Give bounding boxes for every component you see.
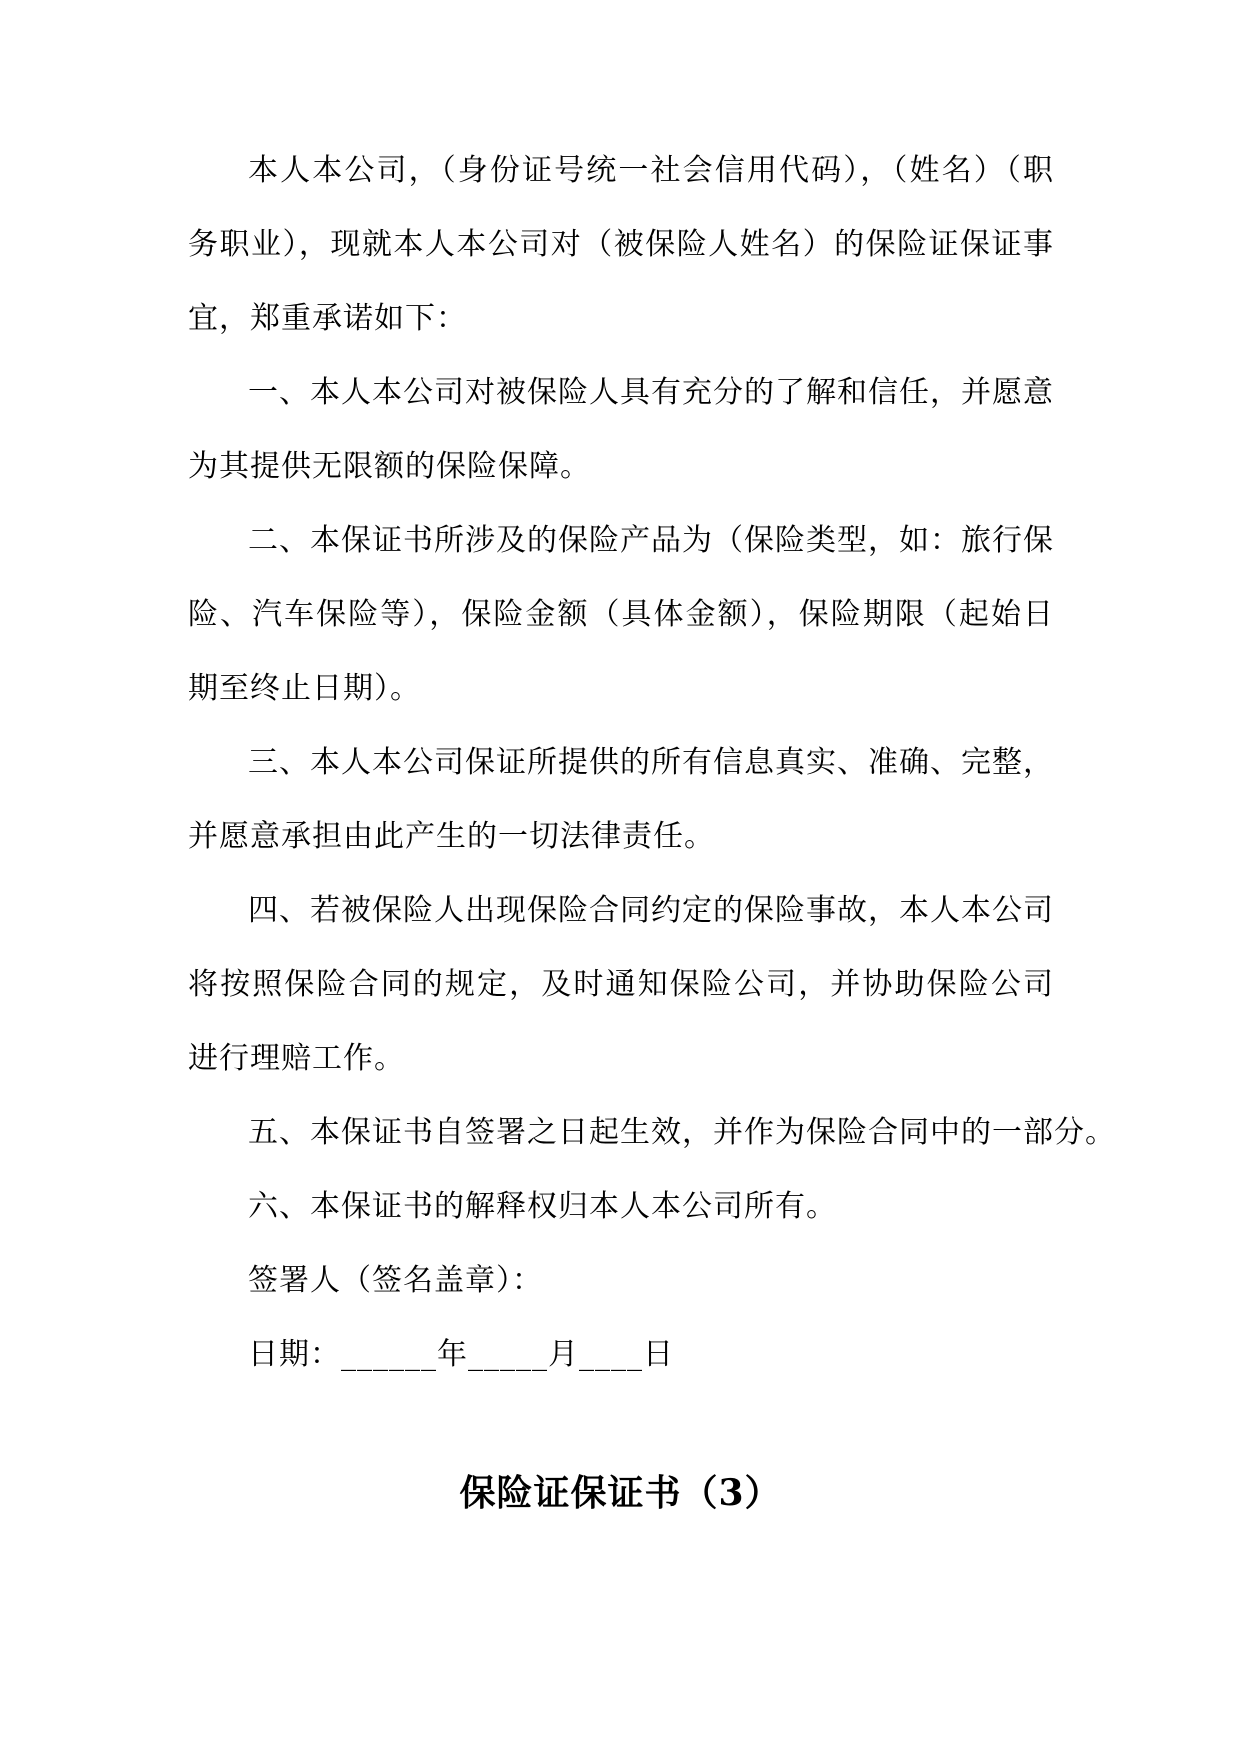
clause-5-paragraph: 五、本保证书自签署之日起生效，并作为保险合同中的一部分。 — [248, 1115, 1116, 1150]
clause-6-paragraph: 六、本保证书的解释权归本人本公司所有。 — [248, 1189, 837, 1224]
signature-line: 签署人（签名盖章）： — [248, 1263, 543, 1298]
clause-4-paragraph: 四、若被保险人出现保险合同约定的保险事故，本人本公司将按照保险合同的规定，及时通知保险公司，并协助保险公司进行理赔工作。 — [188, 893, 1054, 1076]
date-line: 日期：______年_____月____日 — [248, 1337, 674, 1372]
clause-2-paragraph: 二、本保证书所涉及的保险产品为（保险类型，如：旅行保险、汽车保险等），保险金额（具体金额），保险期限（起始日期至终止日期）。 — [188, 523, 1054, 706]
intro-paragraph: 本人本公司，（身份证号统一社会信用代码），（姓名）（职务职业），现就本人本公司对（被保险人姓名）的保险证保证事宜，郑重承诺如下： — [188, 153, 1054, 336]
clause-3-paragraph: 三、本人本公司保证所提供的所有信息真实、准确、完整，并愿意承担由此产生的一切法律责任。 — [188, 745, 1054, 854]
clause-1-paragraph: 一、本人本公司对被保险人具有充分的了解和信任，并愿意为其提供无限额的保险保障。 — [188, 375, 1054, 484]
section-title: 保险证保证书（3） — [459, 1472, 782, 1514]
